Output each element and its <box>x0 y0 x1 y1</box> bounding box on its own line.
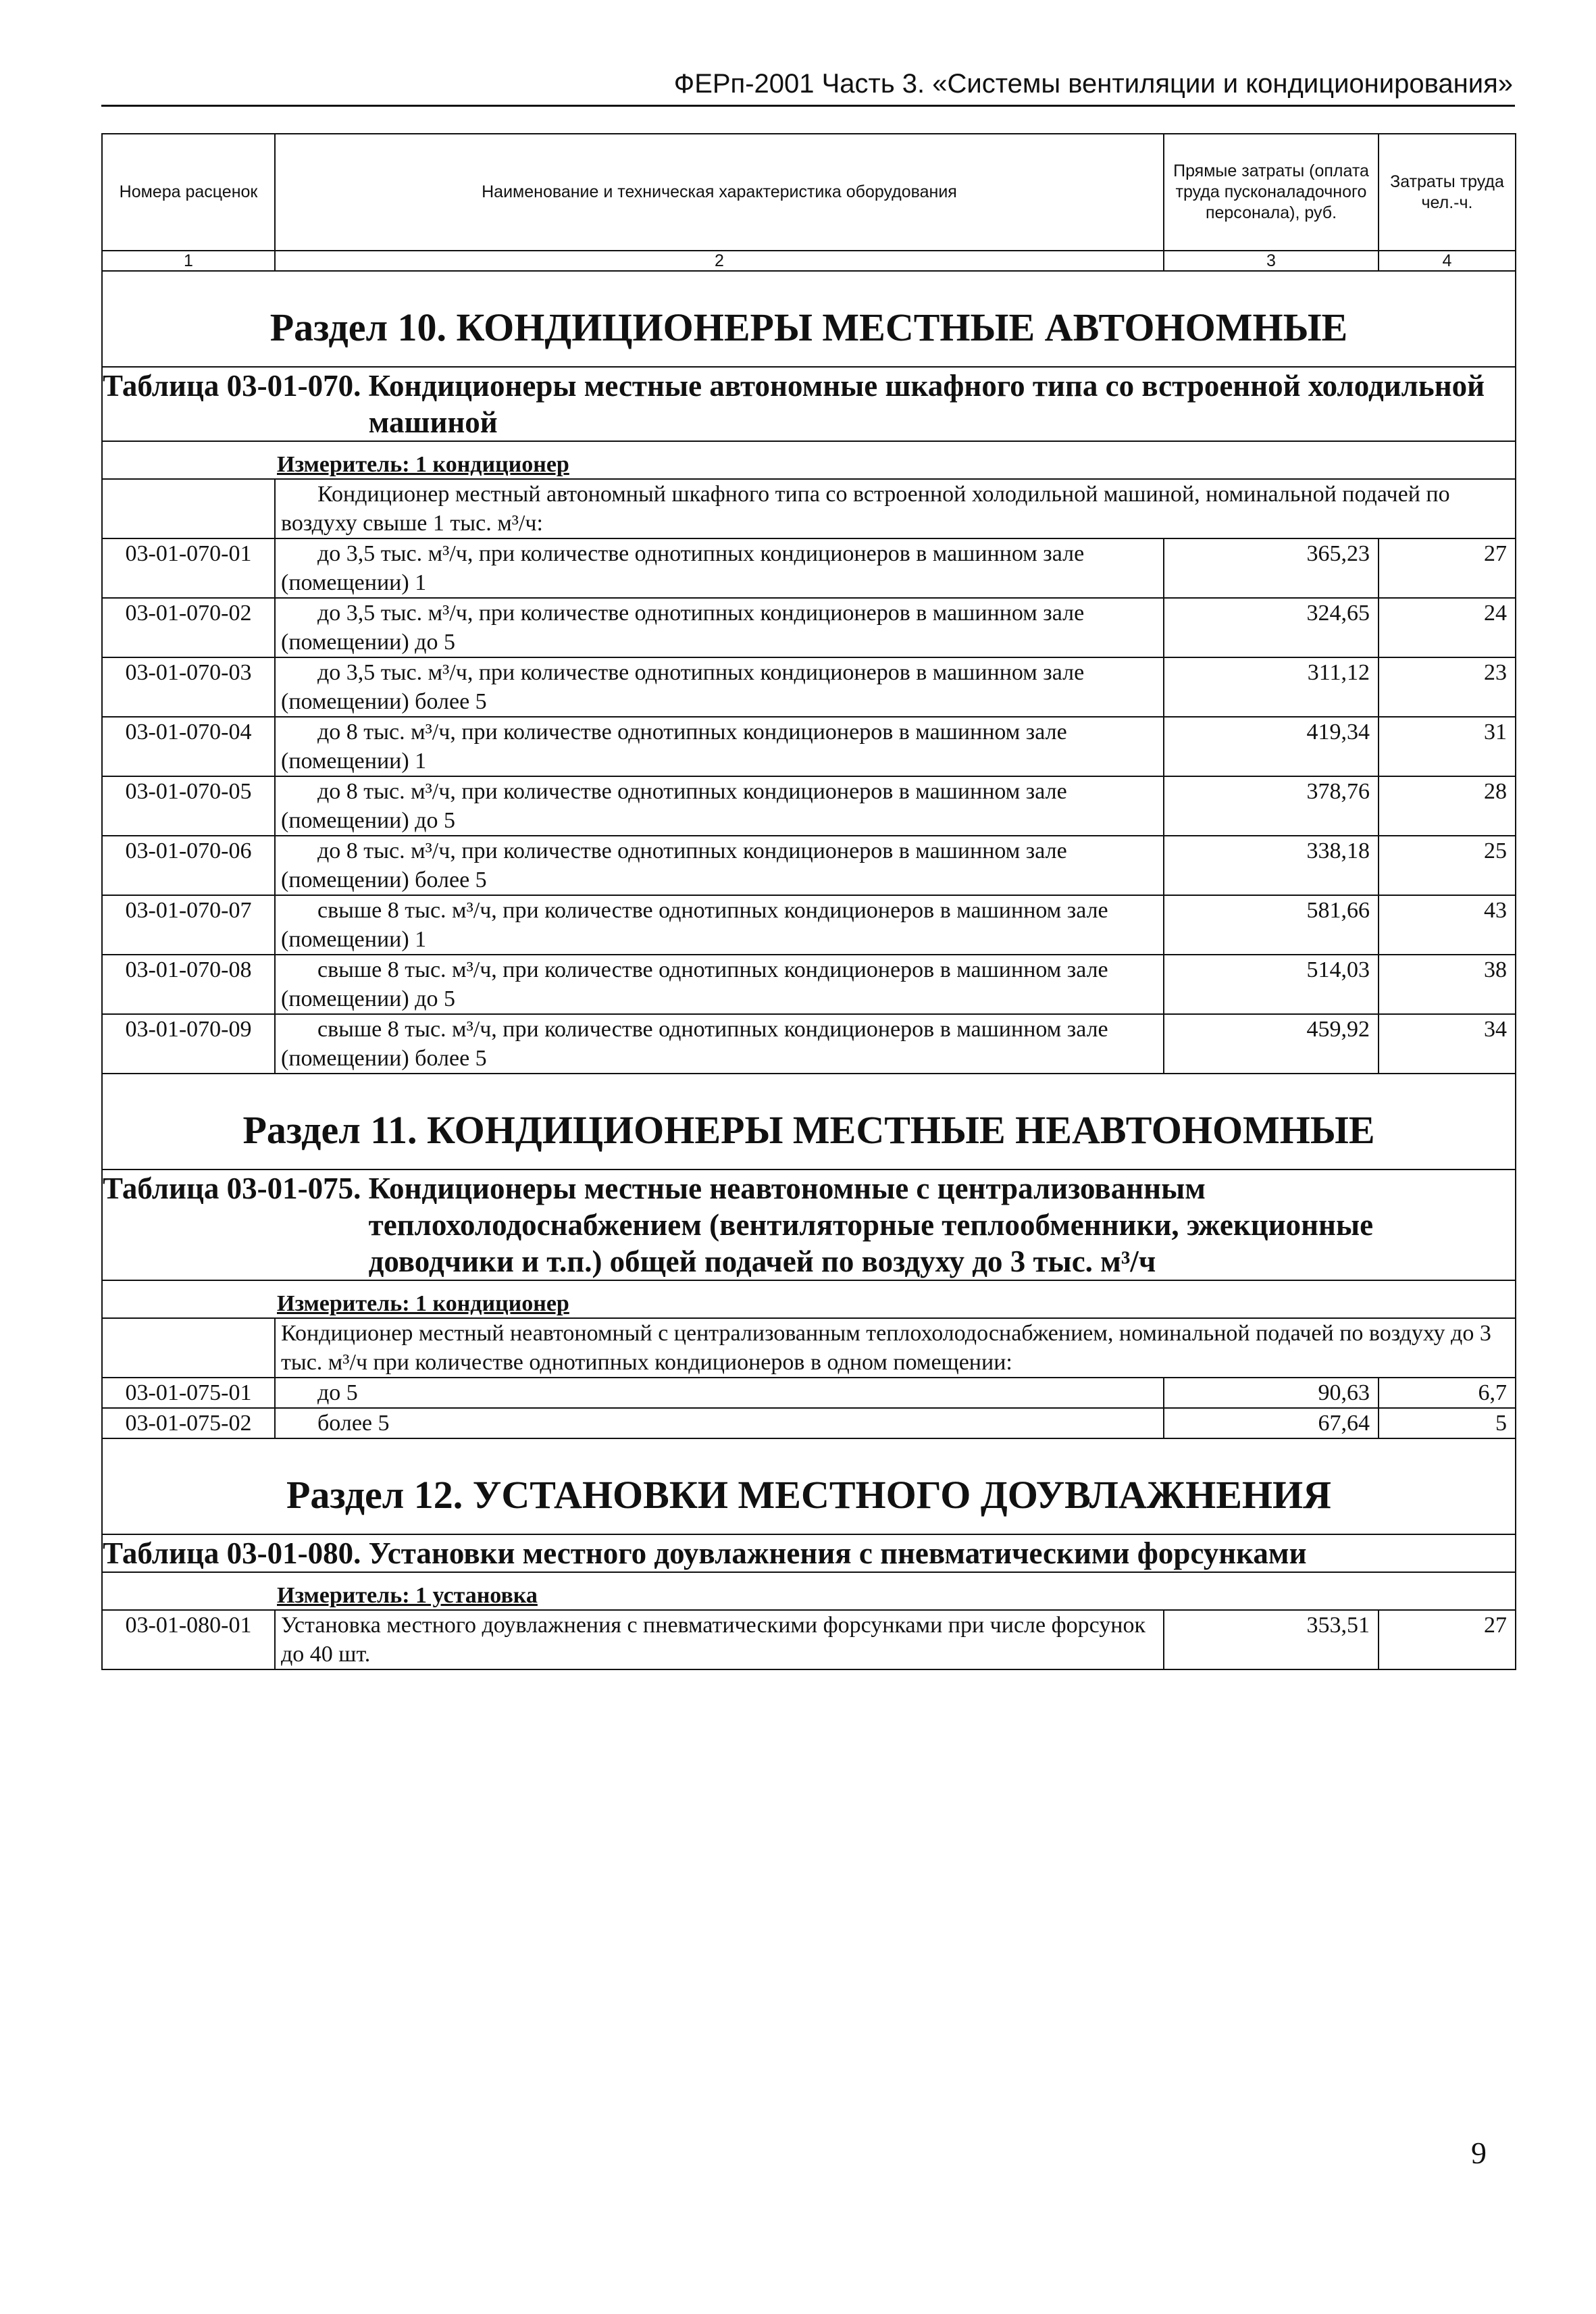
col-number: 1 <box>102 251 275 271</box>
running-header: ФЕРп-2001 Часть 3. «Системы вентиляции и кондиционирования» <box>673 69 1513 99</box>
table-title-text: Кондиционеры местные автономные шкафного типа со встроенной холодильной машиной <box>368 369 1485 439</box>
rate-labor: 34 <box>1379 1014 1516 1074</box>
measure-row <box>102 1280 1516 1318</box>
section-title: Раздел 11. КОНДИЦИОНЕРЫ МЕСТНЫЕ НЕАВТОНОМНЫЕ <box>102 1074 1516 1169</box>
empty-code-cell <box>102 1318 275 1378</box>
measure-unit: Измеритель: 1 кондиционер <box>102 1280 1516 1318</box>
table-title <box>102 1169 1516 1280</box>
rate-cost: 90,63 <box>1164 1378 1379 1408</box>
rates-table <box>101 133 1516 1670</box>
rate-name: до 3,5 тыс. м³/ч, при количестве однотипных кондиционеров в машинном зале (помещении) до 5 <box>275 598 1164 657</box>
rate-labor: 6,7 <box>1379 1378 1516 1408</box>
intro-row <box>102 1318 1516 1378</box>
rate-name: свыше 8 тыс. м³/ч, при количестве однотипных кондиционеров в машинном зале (помещении) 1 <box>275 895 1164 955</box>
table-title-row <box>102 1534 1516 1572</box>
section-title: Раздел 10. КОНДИЦИОНЕРЫ МЕСТНЫЕ АВТОНОМНЫЕ <box>102 271 1516 367</box>
rate-name: более 5 <box>275 1408 1164 1438</box>
rate-name: до 8 тыс. м³/ч, при количестве однотипных кондиционеров в машинном зале (помещении) до 5 <box>275 776 1164 836</box>
rate-cost: 324,65 <box>1164 598 1379 657</box>
rate-code: 03-01-070-04 <box>102 717 275 776</box>
rate-name: до 8 тыс. м³/ч, при количестве однотипных кондиционеров в машинном зале (помещении) более 5 <box>275 836 1164 895</box>
rate-name: свыше 8 тыс. м³/ч, при количестве однотипных кондиционеров в машинном зале (помещении) до 5 <box>275 955 1164 1014</box>
intro-text: Кондиционер местный автономный шкафного типа со встроенной холодильной машиной, номинальной подачей по воздуху свыше 1 тыс. м³/ч: <box>275 479 1516 538</box>
table-row <box>102 1378 1516 1408</box>
measure-row <box>102 1572 1516 1610</box>
table-code: Таблица 03-01-075. <box>103 1172 361 1205</box>
rate-code: 03-01-075-01 <box>102 1378 275 1408</box>
section-title: Раздел 12. УСТАНОВКИ МЕСТНОГО ДОУВЛАЖНЕНИЯ <box>102 1438 1516 1534</box>
rate-code: 03-01-080-01 <box>102 1610 275 1669</box>
rate-code: 03-01-070-06 <box>102 836 275 895</box>
rate-labor: 27 <box>1379 1610 1516 1669</box>
table-code: Таблица 03-01-070. <box>103 369 361 403</box>
rate-name: до 8 тыс. м³/ч, при количестве однотипных кондиционеров в машинном зале (помещении) 1 <box>275 717 1164 776</box>
table-row <box>102 1610 1516 1669</box>
rate-cost: 365,23 <box>1164 538 1379 598</box>
page-number: 9 <box>1471 2136 1487 2170</box>
rate-code: 03-01-070-09 <box>102 1014 275 1074</box>
col-header-cost: Прямые затраты (оплата труда пусконаладочного персонала), руб. <box>1164 134 1379 251</box>
header-rule <box>101 105 1515 107</box>
rate-cost: 419,34 <box>1164 717 1379 776</box>
column-number-row <box>102 251 1516 271</box>
table-row <box>102 776 1516 836</box>
rate-name: до 3,5 тыс. м³/ч, при количестве однотипных кондиционеров в машинном зале (помещении) 1 <box>275 538 1164 598</box>
rate-name: Установка местного доувлажнения с пневматическими форсунками при числе форсунок до 40 шт. <box>275 1610 1164 1669</box>
rate-labor: 27 <box>1379 538 1516 598</box>
table-title-row <box>102 367 1516 441</box>
section-heading-row <box>102 271 1516 367</box>
table-row <box>102 955 1516 1014</box>
rate-code: 03-01-070-01 <box>102 538 275 598</box>
col-header-name: Наименование и техническая характеристика оборудования <box>275 134 1164 251</box>
section-heading-row <box>102 1438 1516 1534</box>
rate-name: до 3,5 тыс. м³/ч, при количестве однотипных кондиционеров в машинном зале (помещении) более 5 <box>275 657 1164 717</box>
table-row <box>102 895 1516 955</box>
rate-code: 03-01-070-05 <box>102 776 275 836</box>
rate-name: свыше 8 тыс. м³/ч, при количестве однотипных кондиционеров в машинном зале (помещении) более 5 <box>275 1014 1164 1074</box>
col-number: 3 <box>1164 251 1379 271</box>
table-row <box>102 836 1516 895</box>
table-title-text: Установки местного доувлажнения с пневматическими форсунками <box>368 1536 1307 1570</box>
rate-labor: 25 <box>1379 836 1516 895</box>
rate-cost: 67,64 <box>1164 1408 1379 1438</box>
table-title-row <box>102 1169 1516 1280</box>
rate-cost: 378,76 <box>1164 776 1379 836</box>
measure-row <box>102 441 1516 479</box>
rate-cost: 311,12 <box>1164 657 1379 717</box>
table-row <box>102 657 1516 717</box>
rate-code: 03-01-075-02 <box>102 1408 275 1438</box>
rate-code: 03-01-070-08 <box>102 955 275 1014</box>
table-row <box>102 1014 1516 1074</box>
rate-labor: 43 <box>1379 895 1516 955</box>
measure-unit: Измеритель: 1 установка <box>102 1572 1516 1610</box>
rate-labor: 31 <box>1379 717 1516 776</box>
rate-cost: 353,51 <box>1164 1610 1379 1669</box>
section-heading-row <box>102 1074 1516 1169</box>
measure-unit: Измеритель: 1 кондиционер <box>102 441 1516 479</box>
table-title <box>102 367 1516 441</box>
rate-cost: 514,03 <box>1164 955 1379 1014</box>
col-header-codes: Номера расценок <box>102 134 275 251</box>
col-number: 4 <box>1379 251 1516 271</box>
intro-text: Кондиционер местный неавтономный с централизованным теплохолодоснабжением, номинальной подачей по воздуху до 3 тыс. м³/ч при количестве однотипных кондиционеров в одном помещении: <box>275 1318 1516 1378</box>
table-row <box>102 598 1516 657</box>
rate-name: до 5 <box>275 1378 1164 1408</box>
table-row <box>102 717 1516 776</box>
rate-cost: 581,66 <box>1164 895 1379 955</box>
rate-code: 03-01-070-07 <box>102 895 275 955</box>
intro-row <box>102 479 1516 538</box>
rate-code: 03-01-070-03 <box>102 657 275 717</box>
rate-labor: 38 <box>1379 955 1516 1014</box>
rate-cost: 459,92 <box>1164 1014 1379 1074</box>
rate-cost: 338,18 <box>1164 836 1379 895</box>
rate-labor: 28 <box>1379 776 1516 836</box>
table-row <box>102 1408 1516 1438</box>
rate-labor: 23 <box>1379 657 1516 717</box>
column-header-row <box>102 134 1516 251</box>
rate-labor: 24 <box>1379 598 1516 657</box>
rate-code: 03-01-070-02 <box>102 598 275 657</box>
table-title <box>102 1534 1516 1572</box>
table-code: Таблица 03-01-080. <box>103 1536 361 1570</box>
empty-code-cell <box>102 479 275 538</box>
table-row <box>102 538 1516 598</box>
col-number: 2 <box>275 251 1164 271</box>
rate-labor: 5 <box>1379 1408 1516 1438</box>
table-title-text: Кондиционеры местные неавтономные с централизованным теплохолодоснабжением (вентиляторные теплообменники, эжекционные доводчики и т.п.) общей подачей по воздуху до 3 тыс. м³/ч <box>368 1172 1374 1278</box>
col-header-labor: Затраты труда чел.-ч. <box>1379 134 1516 251</box>
